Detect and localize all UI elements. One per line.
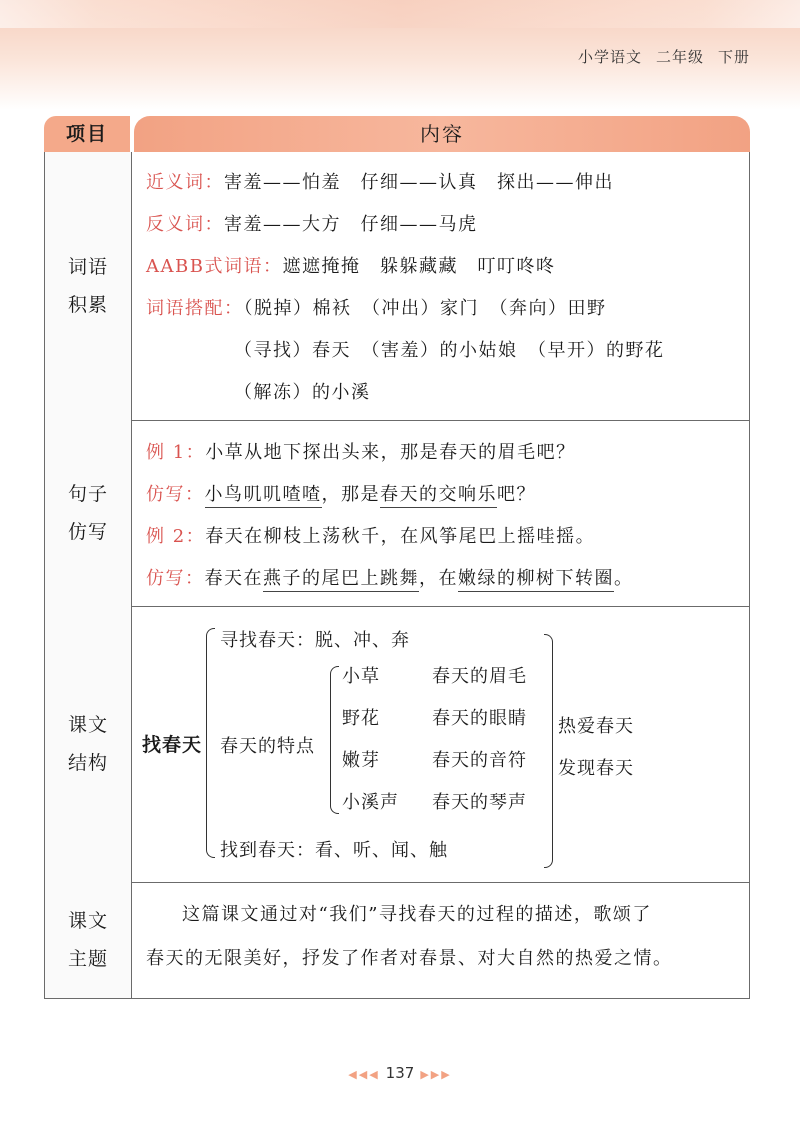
cell-sentence <box>132 420 749 606</box>
cell-structure <box>132 606 749 882</box>
feature-thing-1: 小草 <box>342 666 380 687</box>
imitation-1-blank-c: 春天的交响乐 <box>380 484 497 508</box>
imitation-1-label: 仿写： <box>146 484 205 505</box>
collocation-label: 词语搭配： <box>146 298 244 319</box>
label-line-1: 词语 <box>67 256 108 278</box>
row-label-theme <box>45 882 132 998</box>
example-1-text: 小草从地下探出头来，那是春天的眉毛吧？ <box>205 442 576 463</box>
page-footer <box>0 1064 800 1082</box>
example-2-text: 春天在柳枝上荡秋千，在风筝尾巴上摇哇摇。 <box>205 526 596 547</box>
imitation-2-line <box>146 564 634 590</box>
feature-thing-4: 小溪声 <box>342 792 399 813</box>
aabb-text: 遮遮掩掩 躲躲藏藏 叮叮咚咚 <box>282 256 556 277</box>
label-line-2: 主题 <box>67 948 108 970</box>
row-sentence-imitation <box>44 420 750 607</box>
structure-root: 找春天 <box>142 734 203 756</box>
header-grade: 二年级 <box>655 48 704 66</box>
feature-meaning-1: 春天的眉毛 <box>432 666 527 687</box>
collocation-text-1: （脱掉）棉袄 （冲出）家门 （奔向）田野 <box>243 298 607 319</box>
header-volume: 下册 <box>717 48 750 66</box>
features-label: 春天的特点 <box>220 736 315 757</box>
summary-table <box>44 116 750 970</box>
feature-thing-3: 嫩芽 <box>342 750 380 771</box>
synonyms-line <box>146 168 614 194</box>
found-line: 找到春天：看、听、闻、触 <box>220 840 448 861</box>
header-item-cell: 项目 <box>44 116 130 152</box>
label-line-2: 结构 <box>67 752 108 774</box>
imitation-1-line <box>146 480 536 506</box>
emotion-2: 发现春天 <box>558 758 634 779</box>
page-header <box>564 46 750 67</box>
row-label-vocabulary <box>45 152 132 420</box>
page-number: 137 <box>385 1064 415 1082</box>
row-label-sentence <box>45 420 132 606</box>
header-subject: 小学语文 <box>577 48 642 66</box>
theme-text-2: 春天的无限美好，抒发了作者对春景、对大自然的热爱之情。 <box>146 948 673 969</box>
row-text-structure <box>44 606 750 883</box>
collocation-line-2: （寻找）春天 （害羞）的小姑娘 （早开）的野花 <box>234 340 665 361</box>
example-1-line <box>146 438 576 464</box>
imitation-2-blank-b: 燕子的尾巴上跳舞 <box>263 568 419 592</box>
imitation-2-blank-d: 嫩绿的柳树下转圈 <box>458 568 614 592</box>
example-1-label: 例 1： <box>146 442 206 463</box>
emotion-bracket <box>544 634 553 868</box>
right-arrows-icon: ▶▶▶ <box>420 1068 452 1081</box>
table-header <box>44 116 750 152</box>
imitation-2-text-e: 。 <box>614 568 634 589</box>
features-bracket <box>330 666 339 814</box>
imitation-1-text-b: ，那是 <box>321 484 380 505</box>
imitation-1-blank-a: 小鸟叽叽喳喳 <box>205 484 322 508</box>
feature-meaning-2: 春天的眼睛 <box>432 708 527 729</box>
antonyms-line <box>146 210 478 236</box>
cell-vocabulary <box>132 152 749 420</box>
aabb-line <box>146 252 555 278</box>
antonyms-label: 反义词： <box>146 214 224 235</box>
example-2-label: 例 2： <box>146 526 206 547</box>
antonyms-text: 害羞——大方 仔细——马虎 <box>224 214 478 235</box>
imitation-1-text-d: 吧？ <box>497 484 536 505</box>
feature-meaning-4: 春天的琴声 <box>432 792 527 813</box>
example-2-line <box>146 522 595 548</box>
collocation-line-3: （解冻）的小溪 <box>234 382 371 403</box>
seek-line: 寻找春天：脱、冲、奔 <box>220 630 410 651</box>
label-line-1: 课文 <box>67 714 108 736</box>
left-arrows-icon: ◀◀◀ <box>348 1068 380 1081</box>
row-label-structure <box>45 606 132 882</box>
root-bracket <box>206 628 215 858</box>
header-content-cell: 内容 <box>134 116 750 152</box>
emotion-1: 热爱春天 <box>558 716 634 737</box>
label-line-2: 积累 <box>67 294 108 316</box>
label-line-1: 课文 <box>67 910 108 932</box>
label-line-1: 句子 <box>67 483 108 505</box>
synonyms-text: 害羞——怕羞 仔细——认真 探出——伸出 <box>224 172 614 193</box>
aabb-label: AABB式词语： <box>146 256 283 277</box>
row-text-theme <box>44 882 750 999</box>
synonyms-label: 近义词： <box>146 172 224 193</box>
imitation-2-label: 仿写： <box>146 568 205 589</box>
imitation-2-text-a: 春天在 <box>204 568 263 589</box>
cell-theme <box>132 882 749 998</box>
imitation-2-text-c: ，在 <box>419 568 458 589</box>
collocation-line-1 <box>146 294 607 320</box>
label-line-2: 仿写 <box>67 521 108 543</box>
row-vocabulary <box>44 152 750 421</box>
feature-thing-2: 野花 <box>342 708 380 729</box>
feature-meaning-3: 春天的音符 <box>432 750 527 771</box>
theme-text-1: 这篇课文通过对“我们”寻找春天的过程的描述，歌颂了 <box>182 904 652 925</box>
